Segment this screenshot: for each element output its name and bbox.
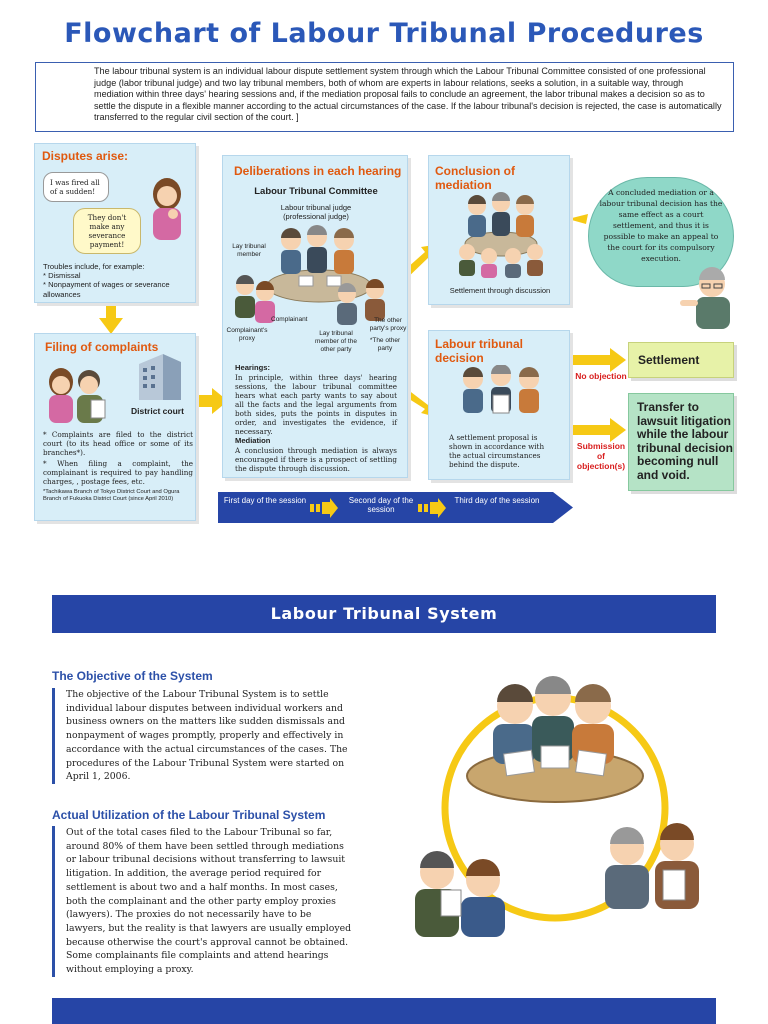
timeline-day-2: Second day of the session [348, 496, 414, 514]
decision-text: A settlement proposal is shown in accordance with the actual circumstances behind the dispute. [449, 433, 545, 469]
tribunal-meeting-illustration [405, 676, 717, 940]
complainant-couple-icon [43, 366, 113, 426]
disputes-heading: Disputes arise: [42, 149, 129, 163]
district-court-building-icon [133, 350, 187, 402]
mediation-group-illustration [451, 192, 551, 278]
conclusion-panel [428, 155, 570, 305]
utilization-text: Out of the total cases filed to the Labour Tribunal so far, around 80% of them have been settled through mediations or labour tribunal decisions without transferring to lawsuit litigation. In addition, the average period required for settlement is about two and a half months. In most cases, both the complainant and the other party employ proxies (lawyers). The proxies do not necessarily have to be lawyers, but the reality is that lawyers are usually employed because otherwise the court's approval cannot be obtained. Some complainants file complaints and attend hearings without employing a proxy. [52, 826, 352, 977]
utilization-heading: Actual Utilization of the Labour Tribunal System [52, 808, 326, 822]
district-court-label: District court [131, 406, 184, 416]
lay-member-other-label: Lay tribunal member of the other party [315, 330, 357, 353]
arrow-to-transfer [571, 418, 626, 442]
objective-text: The objective of the Labour Tribunal System is to settle individual labour disputes between individual workers and business owners on the matters like sudden dismissals and nonpayment of wages promptly, properly and effectively in accordance with the actual circumstances of the cases. The procedures of the Labour Tribunal System were started on April 1, 2006. [52, 688, 352, 784]
section-title-bar: Labour Tribunal System [52, 595, 716, 633]
worried-woman-icon [143, 174, 193, 244]
timeline-day-3: Third day of the session [454, 496, 540, 505]
settlement-caption: Settlement through discussion [449, 286, 551, 295]
deliberations-panel [222, 155, 408, 478]
mediation-text: A conclusion through mediation is always encouraged if there is a prospect of settling the dispute through discussion. [235, 446, 397, 473]
hearings-text: In principle, within three days' hearing sessions, the labour tribunal committee hears what each party wants to say about all the facts and the legal arguments from both sides, puts the points in disputes in order, and investigates the evidence, if necessary. [235, 373, 397, 436]
submission-label: Submission of objection(s) [576, 441, 626, 471]
tribunal-members-icon [455, 365, 547, 417]
mediation-title: Mediation [235, 436, 271, 445]
objective-heading: The Objective of the System [52, 669, 213, 683]
other-party-label: *The other party [369, 337, 401, 352]
complainant-label: Complainant [271, 316, 308, 323]
elderly-judge-icon [676, 266, 734, 330]
speech-bubble-severance: They don't make any severance payment! [73, 208, 141, 254]
hearings-title: Hearings: [235, 363, 271, 372]
troubles-intro: Troubles include, for example: [43, 262, 145, 271]
filing-note-1: * Complaints are filed to the district court (to its head office or some of its branches*). [43, 430, 193, 457]
decision-heading: Labour tribunal decision [435, 337, 523, 365]
arrow-to-settlement [571, 348, 626, 372]
arrow-to-bubble [568, 214, 588, 224]
trouble-item: * Nonpayment of wages or severance allowances [43, 280, 170, 299]
lay-member-label: Lay tribunal member [232, 243, 266, 258]
page-title: Flowchart of Labour Tribunal Procedures [64, 18, 704, 49]
other-party-proxy-label: The other party's proxy [369, 317, 407, 332]
speech-bubble-fired: I was fired all of a sudden! [43, 172, 109, 202]
intro-text: The labour tribunal system is an individual labour dispute settlement system through which the Labour Tribunal Committee consisted of one professional judge (labor tribunal judge) and two lay tribunal members, both of whom are experts in labour relations, seeks a solution, in a suitable way, through mediation within three days' hearing sessions and, if the mediation proposal fails to conclude an agreement, the labor tribunal makes a decision so as to settle the dispute in a flexible manner according to the actual circumstances of the case. If the labour tribunal's decision is rejected, the case is automatically transferred to the regular civil section of the court. ] [35, 62, 734, 132]
court-effect-text: A concluded mediation or a labour tribunal decision has the same effect as a court settlement, and thus it is possible to make an appeal to the court for its compulsory execution. [599, 188, 723, 263]
deliberations-heading: Deliberations in each hearing [234, 164, 402, 178]
complainants-proxy-label: Complainant's proxy [226, 327, 268, 342]
no-objection-label: No objection [575, 371, 627, 381]
filing-footnote: *Tachikawa Branch of Tokyo District Court and Ogura Branch of Fukuoka District Court (since April 2010) [43, 489, 180, 502]
filing-heading: Filing of complaints [45, 340, 159, 354]
transfer-box: Transfer to lawsuit litigation while the labour tribunal decision becoming null and void. [628, 393, 734, 491]
judge-label: Labour tribunal judge (professional judge) [280, 203, 352, 221]
footer-bar [52, 998, 716, 1024]
committee-label: Labour Tribunal Committee [254, 186, 378, 197]
conclusion-heading: Conclusion of mediation [435, 164, 515, 192]
settlement-box: Settlement [628, 342, 734, 378]
timeline-day-1: First day of the session [223, 496, 307, 505]
filing-note-2: * When filing a complaint, the complainant is required to pay handling charges, , postage fees, etc. [43, 459, 193, 486]
disputes-panel [34, 143, 196, 303]
arrow-disputes-to-filing [99, 300, 123, 334]
decision-panel [428, 330, 570, 480]
filing-panel [34, 333, 196, 521]
trouble-item: * Dismissal [43, 271, 81, 281]
